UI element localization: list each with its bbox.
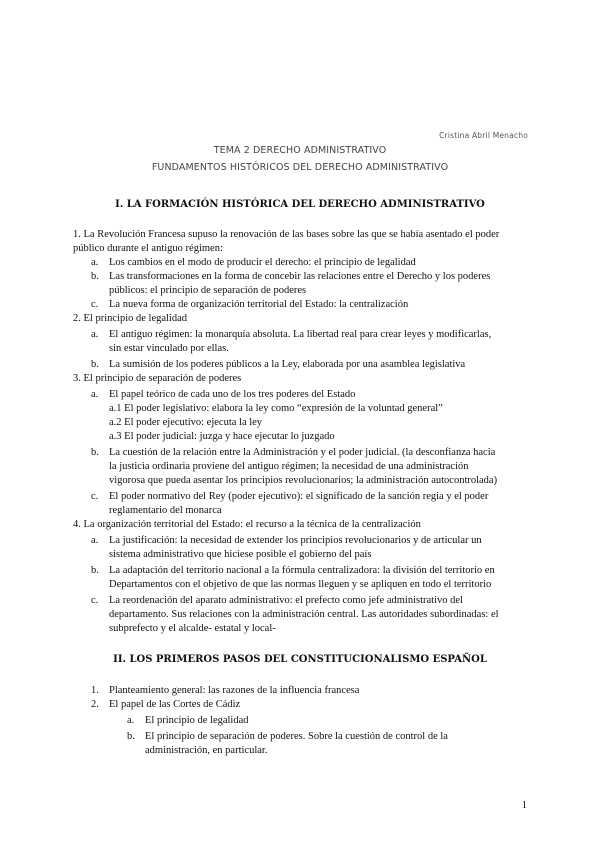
list-item: sistema administrativo que hiciese posible el gobierno del país bbox=[109, 549, 372, 560]
list-marker: c. bbox=[91, 299, 99, 310]
list-item: El papel teórico de cada uno de los tres poderes del Estado bbox=[109, 389, 356, 400]
list-item: públicos: el principio de separación de poderes bbox=[109, 285, 307, 296]
list-item: La adaptación del territorio nacional a la fórmula centralizadora: la división del territorio en bbox=[109, 565, 495, 576]
section-heading-2: II. LOS PRIMEROS PASOS DEL CONSTITUCIONALISMO ESPAÑOL bbox=[113, 654, 487, 665]
list-marker: a. bbox=[91, 389, 99, 400]
page-number: 1 bbox=[521, 800, 527, 811]
list-marker: a. bbox=[91, 329, 99, 340]
paragraph-line: 3. El principio de separación de poderes bbox=[73, 373, 242, 384]
list-item: Departamentos con el objetivo de que las normas lleguen y se apliquen en todo el territorio bbox=[109, 579, 492, 590]
list-marker: 2. bbox=[91, 699, 99, 710]
author-name: Cristina Abril Menacho bbox=[439, 131, 528, 140]
list-marker: c. bbox=[91, 491, 99, 502]
list-item: El antiguo régimen: la monarquía absoluta. La libertad real para crear leyes y modificarlas, bbox=[109, 329, 492, 340]
list-item: La justificación: la necesidad de extender los principios revolucionarios y de articular un bbox=[109, 535, 482, 546]
list-item: Planteamiento general: las razones de la influencia francesa bbox=[109, 685, 360, 696]
tema-title: TEMA 2 DERECHO ADMINISTRATIVO bbox=[213, 145, 387, 156]
list-marker: b. bbox=[91, 565, 99, 576]
list-item: la justicia ordinaria proviene del antiguo régimen; la necesidad de una administración bbox=[109, 461, 469, 472]
paragraph-line: 2. El principio de legalidad bbox=[73, 313, 188, 324]
list-marker: a. bbox=[91, 257, 99, 268]
sub-item: a.3 El poder judicial: juzga y hace ejecutar lo juzgado bbox=[109, 431, 335, 442]
list-item: Los cambios en el modo de producir el derecho: el principio de legalidad bbox=[109, 257, 416, 268]
list-item: administración, en particular. bbox=[145, 745, 268, 756]
list-marker: a. bbox=[127, 715, 135, 726]
list-marker: b. bbox=[127, 731, 135, 742]
tema-subtitle: FUNDAMENTOS HISTÓRICOS DEL DERECHO ADMINISTRATIVO bbox=[151, 162, 449, 173]
sub-item: a.2 El poder ejecutivo: ejecuta la ley bbox=[109, 417, 263, 428]
list-item: departamento. Sus relaciones con la administración central. Las autoridades subordinadas: el bbox=[109, 609, 499, 620]
list-marker: 1. bbox=[91, 685, 99, 696]
list-item: La nueva forma de organización territorial del Estado: la centralización bbox=[109, 299, 409, 310]
paragraph-line: 1. La Revolución Francesa supuso la renovación de las bases sobre las que se había asentado el poder bbox=[73, 229, 500, 240]
paragraph-line: 4. La organización territorial del Estado: el recurso a la técnica de la centralización bbox=[73, 519, 421, 530]
list-item: Las transformaciones en la forma de concebir las relaciones entre el Derecho y los poderes bbox=[109, 271, 491, 282]
section-heading-1: I. LA FORMACIÓN HISTÓRICA DEL DERECHO ADMINISTRATIVO bbox=[115, 199, 485, 210]
list-marker: a. bbox=[91, 535, 99, 546]
list-item: reglamentario del monarca bbox=[109, 505, 222, 516]
list-marker: b. bbox=[91, 447, 99, 458]
list-item: El papel de las Cortes de Cádiz bbox=[109, 699, 241, 710]
list-item: La reordenación del aparato administrativo: el prefecto como jefe administrativo del bbox=[109, 595, 463, 606]
list-item: subprefecto y el alcalde- estatal y local- bbox=[109, 623, 276, 634]
list-item: La sumisión de los poderes públicos a la Ley, elaborada por una asamblea legislativa bbox=[109, 359, 466, 370]
list-marker: c. bbox=[91, 595, 99, 606]
list-item: vigorosa que pueda asentar los principios revolucionarios; la administración autocontrolada) bbox=[109, 475, 498, 486]
list-item: El poder normativo del Rey (poder ejecutivo): el significado de la sanción regia y el poder bbox=[109, 491, 489, 502]
list-item: sin estar vinculado por ellas. bbox=[109, 343, 229, 354]
list-item: El principio de legalidad bbox=[145, 715, 249, 726]
list-marker: b. bbox=[91, 271, 99, 282]
list-marker: b. bbox=[91, 359, 99, 370]
paragraph-line: público durante el antiguo régimen: bbox=[73, 243, 223, 254]
list-item: El principio de separación de poderes. Sobre la cuestión de control de la bbox=[145, 731, 448, 742]
sub-item: a.1 El poder legislativo: elabora la ley como “expresión de la voluntad general” bbox=[109, 403, 443, 414]
list-item: La cuestión de la relación entre la Administración y el poder judicial. (la desconfianza hacia bbox=[109, 447, 496, 458]
